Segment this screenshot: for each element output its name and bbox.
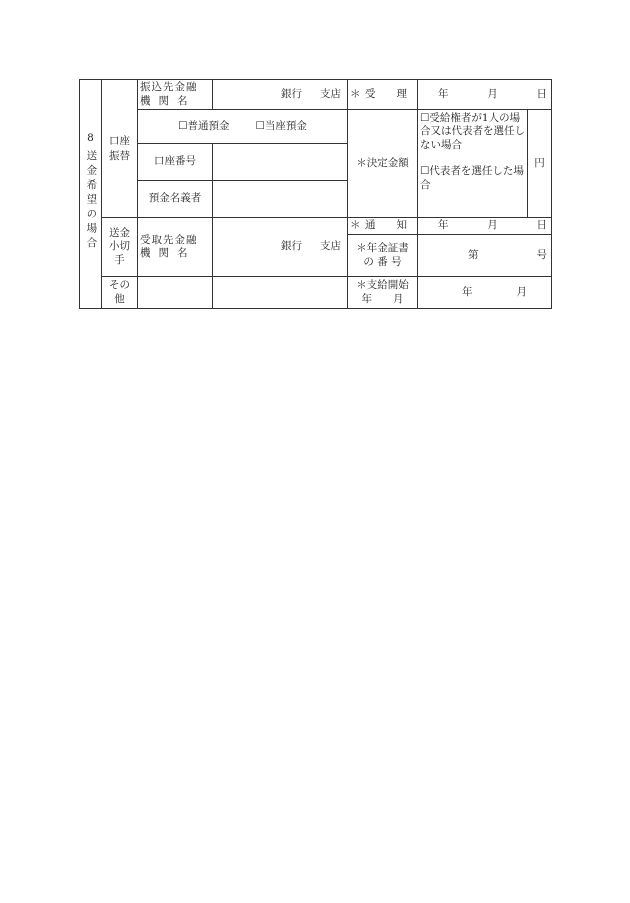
cert-number-prefix: 第	[468, 248, 479, 261]
notice-label: 通 知	[365, 219, 407, 232]
section-number: 8	[87, 132, 94, 145]
account-number-input[interactable]	[213, 144, 348, 181]
section-header-cell	[80, 80, 102, 309]
notice-month: 月	[487, 219, 498, 232]
transfer-bank-label-line2: 機関名	[140, 94, 196, 107]
cert-number-suffix: 号	[536, 248, 547, 261]
remittance-bank-label-line1: 受取先金融	[140, 233, 198, 246]
transfer-bank-text: 銀行	[281, 87, 302, 100]
receipt-day: 日	[536, 87, 547, 100]
remittance-bank-text: 銀行	[281, 240, 302, 253]
transfer-label: 口座振替	[109, 134, 130, 162]
amount-option-single-checkbox[interactable]: ☐受給権者が1人の場合又は代表者を選任しない場合	[420, 112, 525, 151]
account-number-label: 口座番号	[154, 155, 196, 168]
account-number-label-cell	[138, 144, 213, 181]
transfer-bank-label-cell	[138, 80, 213, 110]
account-holder-label-cell	[138, 181, 213, 218]
decision-amount-label-cell	[348, 110, 418, 218]
notice-day: 日	[536, 219, 547, 232]
notice-label-cell	[348, 218, 418, 235]
transfer-bank-input[interactable]	[213, 80, 348, 110]
transfer-branch-text: 支店	[320, 87, 341, 100]
decision-amount-label: ＊決定金額	[356, 156, 409, 169]
deposit-type-cell	[138, 110, 348, 144]
notice-star: ＊	[350, 219, 361, 232]
other-field-b[interactable]	[213, 277, 348, 309]
receipt-star: ＊	[350, 87, 361, 100]
amount-options-cell	[418, 110, 528, 218]
receipt-date-input[interactable]	[418, 80, 552, 110]
pension-cert-number-input[interactable]	[418, 235, 552, 277]
notice-year: 年	[438, 219, 449, 232]
remittance-bank-input[interactable]	[213, 218, 348, 277]
remittance-check-label-cell	[102, 218, 138, 277]
account-holder-input[interactable]	[213, 181, 348, 218]
receipt-month: 月	[487, 87, 498, 100]
payment-start-label-cell	[348, 277, 418, 309]
remittance-bank-label-cell	[138, 218, 213, 277]
payment-start-label-line1: ＊支給開始	[356, 279, 409, 292]
pension-cert-label-line2: の 番 号	[363, 255, 402, 268]
other-label: その他	[109, 278, 130, 305]
other-field-a[interactable]	[138, 277, 213, 309]
remittance-form-table	[79, 79, 552, 309]
remittance-bank-label-line2: 機関名	[140, 247, 196, 259]
payment-start-label-line2: 年 月	[361, 292, 404, 305]
payment-start-year: 年	[462, 285, 473, 298]
deposit-current-checkbox[interactable]: ☐当座預金	[255, 119, 307, 132]
deposit-ordinary-checkbox[interactable]: ☐普通預金	[178, 119, 230, 132]
account-holder-label: 預金名義者	[148, 192, 202, 205]
receipt-label: 受 理	[365, 87, 407, 100]
pension-cert-label-cell	[348, 235, 418, 277]
pension-cert-label-line1: ＊年金証書	[356, 242, 409, 255]
payment-start-date-input[interactable]	[418, 277, 552, 309]
amount-unit-cell	[528, 110, 552, 218]
payment-start-month: 月	[516, 285, 527, 298]
remittance-check-label: 送金小切手	[109, 226, 130, 266]
remittance-branch-text: 支店	[320, 240, 341, 253]
other-label-cell	[102, 277, 138, 309]
transfer-label-cell	[102, 80, 138, 218]
transfer-bank-label-line1: 振込先金融	[140, 81, 198, 94]
notice-date-input[interactable]	[418, 218, 552, 235]
amount-unit: 円	[534, 156, 545, 169]
section-title: 送金希望の場合	[85, 149, 98, 252]
receipt-year: 年	[438, 87, 449, 100]
receipt-label-cell	[348, 80, 418, 110]
amount-option-representative-checkbox[interactable]: ☐代表者を選任した場合	[420, 165, 524, 191]
